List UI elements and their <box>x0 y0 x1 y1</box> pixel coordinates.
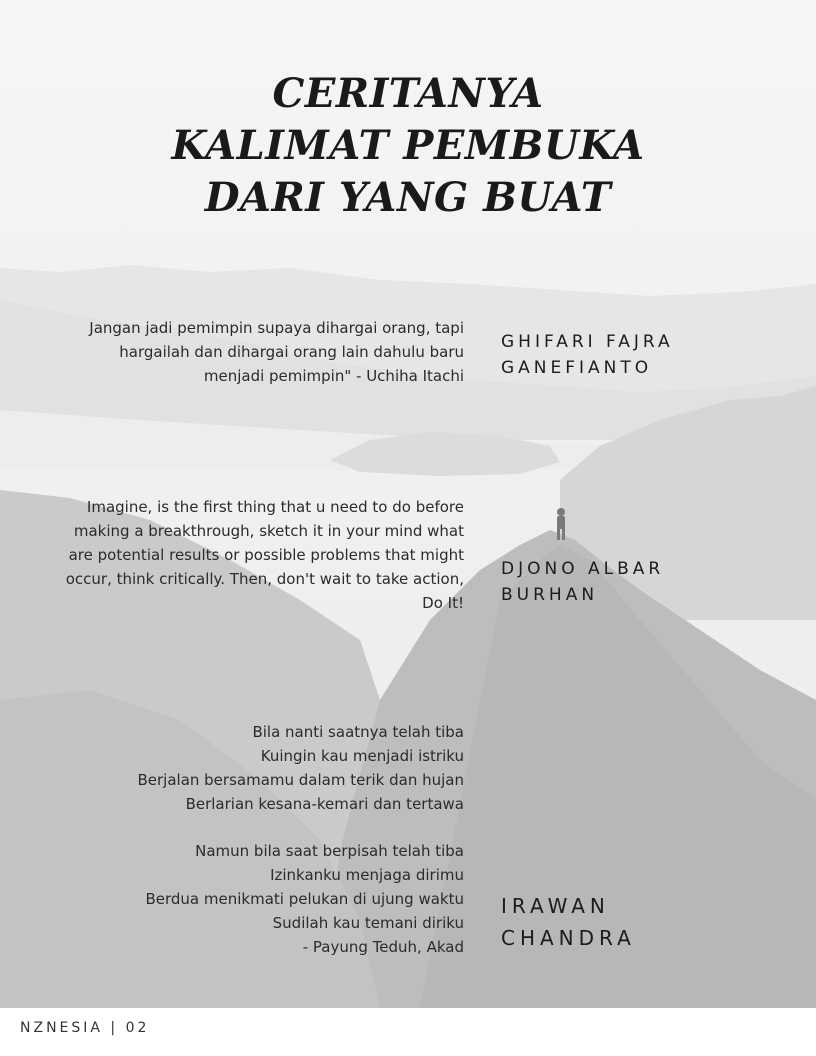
quote-line: Imagine, is the first thing that u need to do before <box>86 498 464 516</box>
page-footer <box>0 1008 816 1056</box>
author-djono <box>501 556 664 608</box>
quote-line: Berdua menikmati pelukan di ujung waktu <box>145 890 464 908</box>
author-line: IRAWAN <box>501 894 610 918</box>
title-line: DARI YANG BUAT <box>204 174 612 221</box>
quote-djono <box>0 495 464 615</box>
quote-line: Kuingin kau menjadi istriku <box>260 747 464 765</box>
quote-line: making a breakthrough, sketch it in your mind what <box>73 522 464 540</box>
quote-line: Do It! <box>422 594 464 612</box>
quote-line: hargailah dan dihargai orang lain dahulu baru <box>119 343 464 361</box>
quote-line: menjadi pemimpin" - Uchiha Itachi <box>203 367 464 385</box>
author-line: GHIFARI FAJRA <box>501 332 674 352</box>
author-line: DJONO ALBAR <box>501 559 665 579</box>
author-line: GANEFIANTO <box>501 358 653 378</box>
quote-line: Namun bila saat berpisah telah tiba <box>195 842 464 860</box>
stanza-gap <box>0 816 464 839</box>
author-irawan <box>501 890 636 954</box>
quote-line: Izinkanku menjaga dirimu <box>270 866 464 884</box>
quote-line: Bila nanti saatnya telah tiba <box>252 723 464 741</box>
page-title <box>0 68 816 224</box>
title-line: CERITANYA <box>272 70 544 117</box>
quote-line: - Payung Teduh, Akad <box>302 938 464 956</box>
quote-line: Sudilah kau temani diriku <box>272 914 464 932</box>
quote-irawan <box>0 720 464 959</box>
author-line: BURHAN <box>501 585 599 605</box>
quote-line: occur, think critically. Then, don't wait to take action, <box>65 570 464 588</box>
quote-ghifari <box>0 316 464 388</box>
title-line: KALIMAT PEMBUKA <box>171 122 645 169</box>
author-ghifari <box>501 329 674 381</box>
quote-line: Berjalan bersamamu dalam terik dan hujan <box>137 771 464 789</box>
footer-label: NZNESIA | 02 <box>20 1020 150 1036</box>
author-line: CHANDRA <box>501 926 636 950</box>
quote-line: Jangan jadi pemimpin supaya dihargai orang, tapi <box>89 319 464 337</box>
quote-line: Berlarian kesana-kemari dan tertawa <box>185 795 464 813</box>
quote-line: are potential results or possible problems that might <box>68 546 464 564</box>
